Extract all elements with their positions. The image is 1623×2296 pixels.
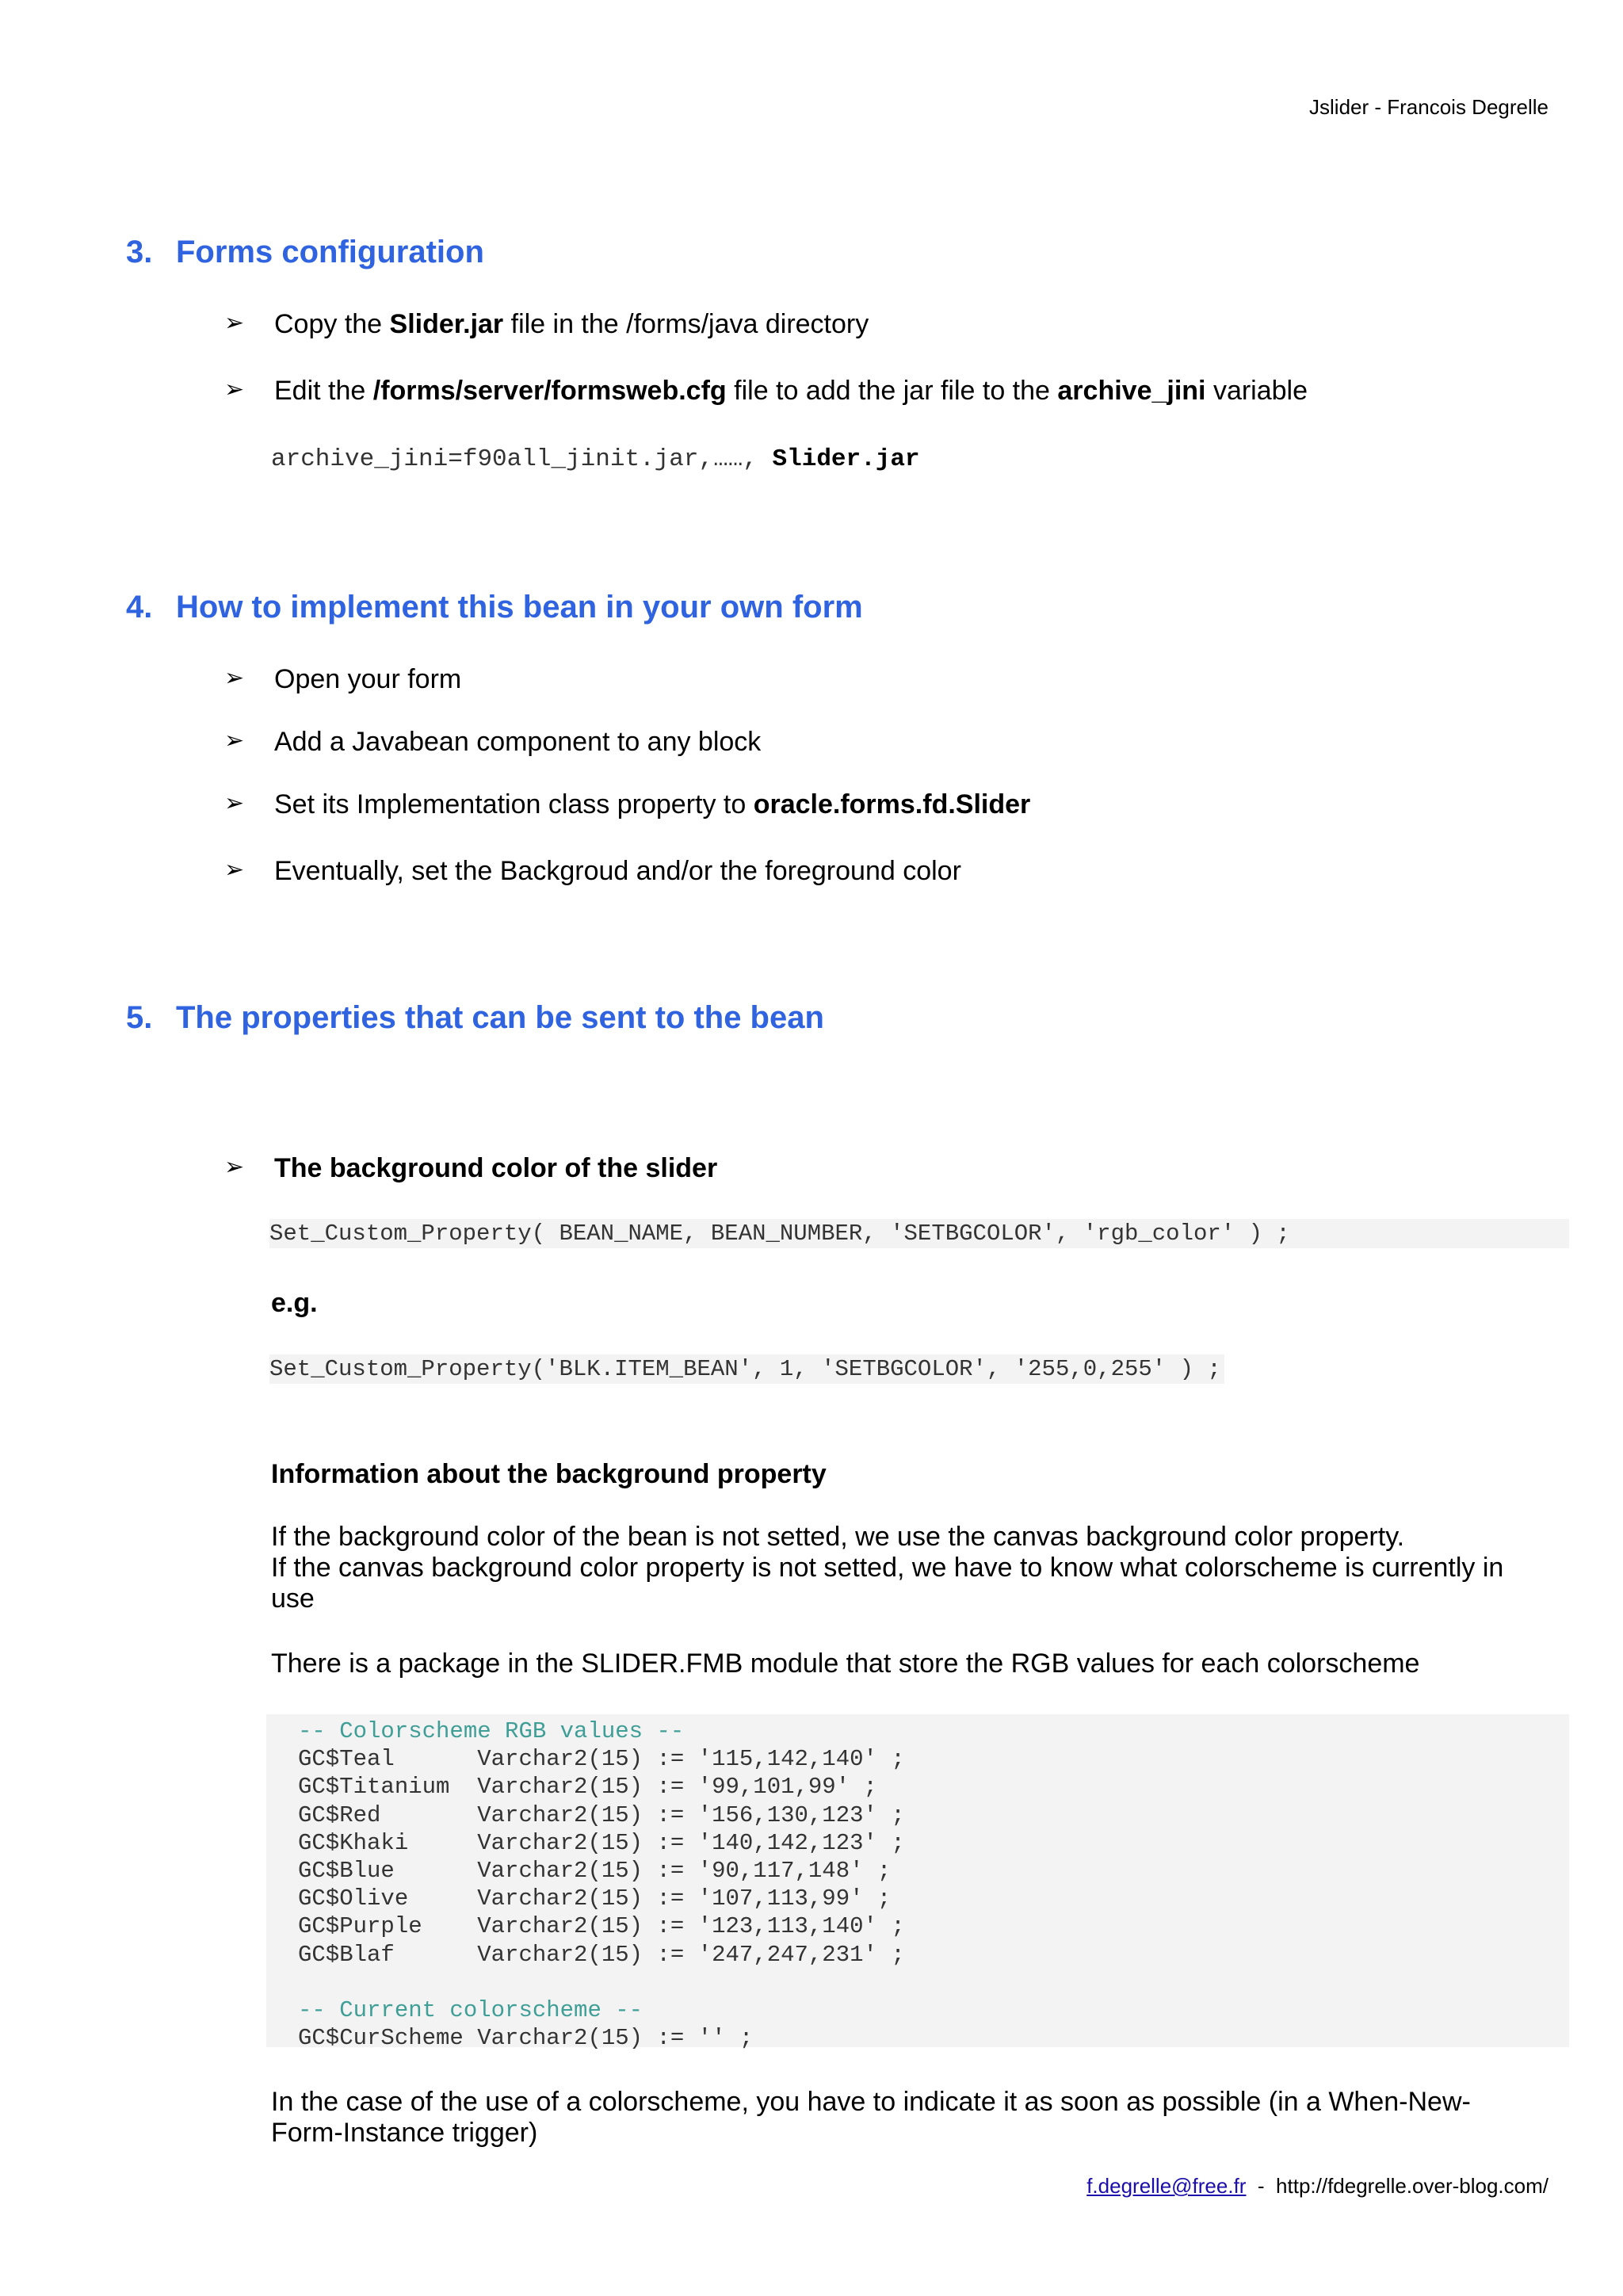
bullet-text: Open your form xyxy=(274,664,462,694)
code-line: GC$Red Varchar2(15) := '156,130,123' ; xyxy=(298,1801,905,1828)
section-title: How to implement this bean in your own form xyxy=(176,590,863,625)
syntax-code-line: Set_Custom_Property( BEAN_NAME, BEAN_NUMBER, 'SETBGCOLOR', 'rgb_color' ) ; xyxy=(269,1219,1569,1248)
code-comment: -- Colorscheme RGB values -- xyxy=(298,1718,685,1744)
bullet-text: Eventually, set the Backgroud and/or the foreground color xyxy=(274,856,961,886)
blog-url: http://fdegrelle.over-blog.com/ xyxy=(1276,2174,1549,2198)
arrow-bullet-icon: ➢ xyxy=(224,376,245,403)
bullet-text: Edit the /forms/server/formsweb.cfg file to add the jar file to the archive_jini variable xyxy=(274,376,1308,406)
code-line: GC$CurScheme Varchar2(15) := '' ; xyxy=(298,2025,754,2052)
code-line: GC$Khaki Varchar2(15) := '140,142,123' ; xyxy=(298,1829,905,1856)
section-title: The properties that can be sent to the bean xyxy=(176,1000,824,1035)
section-3-heading xyxy=(126,235,484,270)
footer-separator: - xyxy=(1246,2174,1277,2198)
example-label: e.g. xyxy=(271,1288,318,1318)
example-code-line: Set_Custom_Property('BLK.ITEM_BEAN', 1, 'SETBGCOLOR', '255,0,255' ) ; xyxy=(269,1354,1224,1384)
section-number: 5. xyxy=(126,1000,153,1035)
bullet-text: Add a Javabean component to any block xyxy=(274,727,762,757)
code-line: GC$Blue Varchar2(15) := '90,117,148' ; xyxy=(298,1858,892,1885)
code-line: GC$Blaf Varchar2(15) := '247,247,231' ; xyxy=(298,1941,905,1968)
page-footer xyxy=(1086,2174,1549,2199)
package-paragraph: There is a package in the SLIDER.FMB module that store the RGB values for each colorscheme xyxy=(271,1648,1420,1679)
info-paragraph: If the background color of the bean is not setted, we use the canvas background color property. If the canvas background color property is not setted, we have to know what colorscheme is currently in use xyxy=(271,1522,1504,1614)
section-title: Forms configuration xyxy=(176,235,484,269)
section-5-heading xyxy=(126,1000,824,1036)
code-line: GC$Teal Varchar2(15) := '115,142,140' ; xyxy=(298,1746,905,1773)
archive-jini-code: archive_jini=f90all_jinit.jar,……, Slider.jar xyxy=(271,445,920,473)
section-number: 4. xyxy=(126,590,153,625)
section-number: 3. xyxy=(126,235,153,269)
code-line: GC$Purple Varchar2(15) := '123,113,140' ; xyxy=(298,1913,905,1940)
code-line: GC$Titanium Varchar2(15) := '99,101,99' ; xyxy=(298,1774,877,1801)
email-link[interactable]: f.degrelle@free.fr xyxy=(1086,2174,1247,2198)
arrow-bullet-icon: ➢ xyxy=(224,1154,245,1180)
code-line: GC$Olive Varchar2(15) := '107,113,99' ; xyxy=(298,1885,892,1912)
arrow-bullet-icon: ➢ xyxy=(224,665,245,691)
closing-paragraph: In the case of the use of a colorscheme, you have to indicate it as soon as possible (in a When-New- Form-Instance trigger) xyxy=(271,2087,1471,2148)
info-title: Information about the background property xyxy=(271,1459,827,1489)
arrow-bullet-icon: ➢ xyxy=(224,857,245,883)
page-header: Jslider - Francois Degrelle xyxy=(1309,95,1549,119)
section-4-heading xyxy=(126,590,863,625)
code-comment: -- Current colorscheme -- xyxy=(298,1997,643,2024)
arrow-bullet-icon: ➢ xyxy=(224,790,245,816)
colorscheme-code-block xyxy=(266,1714,1569,2052)
bullet-text: Copy the Slider.jar file in the /forms/java directory xyxy=(274,309,869,339)
arrow-bullet-icon: ➢ xyxy=(224,728,245,754)
bullet-text: The background color of the slider xyxy=(274,1153,718,1183)
bullet-text: Set its Implementation class property to oracle.forms.fd.Slider xyxy=(274,789,1031,819)
arrow-bullet-icon: ➢ xyxy=(224,310,245,336)
